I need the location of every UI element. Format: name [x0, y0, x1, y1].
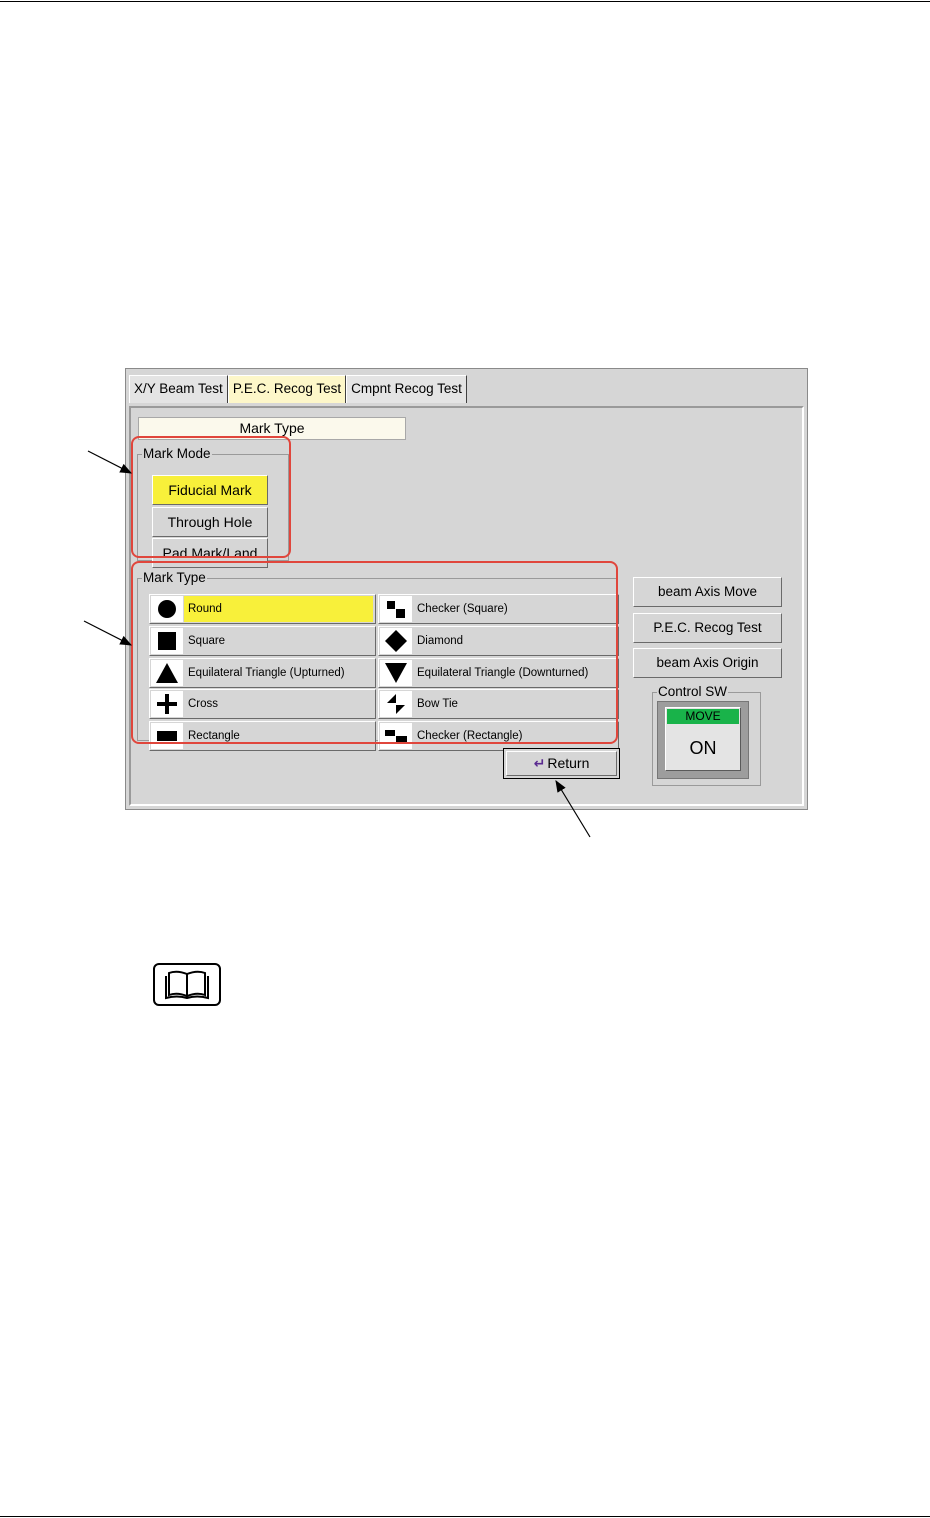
mark-type-title: Mark Type — [138, 417, 406, 440]
mark-type-label: Square — [188, 635, 226, 647]
mark-type-cross-button[interactable] — [149, 689, 376, 719]
page-bottom-rule — [0, 1516, 930, 1517]
triangle-up-icon — [151, 660, 183, 686]
mark-type-rectangle-button[interactable] — [149, 721, 376, 751]
pad-mark-land-button[interactable]: Pad Mark/Land — [152, 538, 268, 568]
checker-square-icon — [380, 596, 412, 622]
through-hole-button[interactable]: Through Hole — [152, 507, 268, 537]
mark-type-label: Cross — [188, 698, 219, 710]
return-label: Return — [547, 755, 590, 771]
tab-content-panel — [129, 406, 804, 806]
mark-type-label: Equilateral Triangle (Upturned) — [188, 667, 345, 679]
mark-type-label: Checker (Square) — [417, 603, 508, 615]
pec-recog-test-screen — [125, 368, 808, 810]
mark-type-label: Round — [184, 596, 373, 622]
mark-type-label: Checker (Rectangle) — [417, 730, 523, 742]
mark-type-triangle-down-button[interactable] — [378, 658, 619, 688]
control-status-indicator: MOVE — [667, 709, 739, 724]
tab-cmpnt-recog-test[interactable]: Cmpnt Recog Test — [346, 375, 467, 403]
return-arrow-icon: ↵ — [533, 755, 546, 771]
rectangle-icon — [151, 723, 183, 749]
mark-type-label: Bow Tie — [417, 698, 458, 710]
circle-icon — [151, 596, 183, 622]
mark-type-label: Rectangle — [188, 730, 240, 742]
tab-bar — [129, 375, 467, 403]
control-sw-group — [652, 685, 761, 786]
checker-rectangle-icon — [380, 723, 412, 749]
diamond-icon — [380, 628, 412, 654]
book-icon — [153, 963, 221, 1006]
mark-type-checker-rectangle-button[interactable] — [378, 721, 619, 751]
beam-axis-origin-button[interactable]: beam Axis Origin — [633, 648, 782, 678]
mark-mode-legend: Mark Mode — [143, 446, 211, 461]
mark-type-legend: Mark Type — [143, 570, 206, 585]
mark-type-diamond-button[interactable] — [378, 626, 619, 656]
return-button-bevel — [506, 751, 617, 776]
tab-xy-beam-test[interactable]: X/Y Beam Test — [129, 375, 228, 403]
control-switch-button[interactable] — [665, 707, 741, 771]
mark-type-group — [137, 571, 618, 741]
mark-type-label: Diamond — [417, 635, 464, 647]
fiducial-mark-button[interactable]: Fiducial Mark — [152, 475, 268, 505]
mark-type-bow-tie-button[interactable] — [378, 689, 619, 719]
cross-icon — [151, 691, 183, 717]
beam-axis-move-button[interactable]: beam Axis Move — [633, 577, 782, 607]
control-sw-legend: Control SW — [658, 684, 728, 699]
mark-type-checker-square-button[interactable] — [378, 594, 619, 624]
control-state-label: ON — [689, 738, 717, 758]
pec-recog-test-button[interactable]: P.E.C. Recog Test — [633, 613, 782, 643]
mark-type-square-button[interactable] — [149, 626, 376, 656]
triangle-down-icon — [380, 660, 412, 686]
mark-type-round-button[interactable] — [149, 594, 376, 624]
bow-tie-icon — [380, 691, 412, 717]
return-button[interactable] — [503, 748, 620, 779]
square-icon — [151, 628, 183, 654]
mark-mode-group — [137, 447, 289, 561]
control-switch-well — [657, 701, 749, 779]
page-top-rule — [0, 1, 930, 2]
mark-type-label: Equilateral Triangle (Downturned) — [417, 667, 589, 679]
mark-type-triangle-up-button[interactable] — [149, 658, 376, 688]
tab-pec-recog-test[interactable]: P.E.C. Recog Test — [228, 375, 346, 403]
mark-type-callout-arrow — [84, 621, 131, 645]
